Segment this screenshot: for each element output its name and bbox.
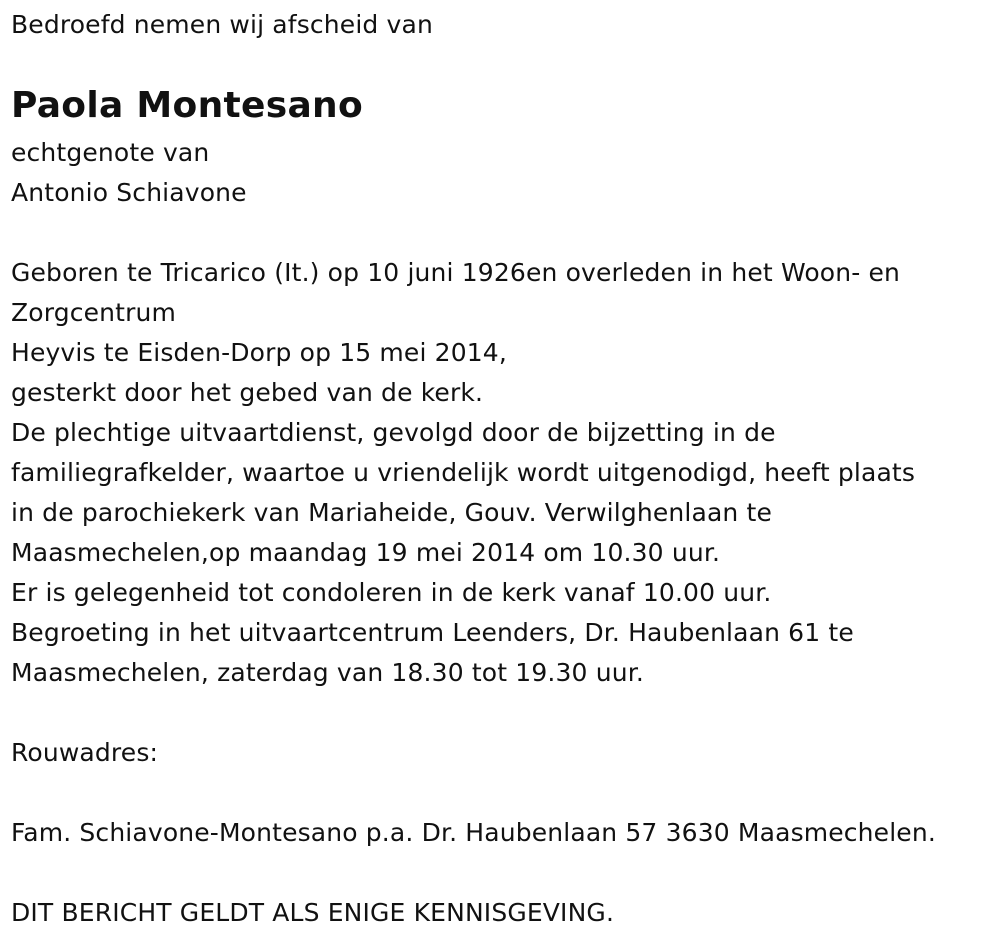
- body-line: in de parochiekerk van Mariaheide, Gouv. Verwilghenlaan te: [11, 498, 773, 527]
- body-line: De plechtige uitvaartdienst, gevolgd door de bijzetting in de: [11, 418, 776, 447]
- body-line: Maasmechelen, zaterdag van 18.30 tot 19.30 uur.: [11, 658, 644, 687]
- intro-text: Bedroefd nemen wij afscheid van: [11, 10, 433, 39]
- deceased-name: Paola Montesano: [11, 85, 364, 126]
- spouse-name: Antonio Schiavone: [11, 178, 247, 207]
- closing-statement: DIT BERICHT GELDT ALS ENIGE KENNISGEVING.: [11, 898, 615, 927]
- body-line: gesterkt door het gebed van de kerk.: [11, 378, 484, 407]
- body-line: Zorgcentrum: [11, 298, 177, 327]
- mourning-address-label: Rouwadres:: [11, 738, 159, 767]
- body-line: Er is gelegenheid tot condoleren in de kerk vanaf 10.00 uur.: [11, 578, 772, 607]
- relation-text: echtgenote van: [11, 138, 210, 167]
- body-line: Heyvis te Eisden-Dorp op 15 mei 2014,: [11, 338, 507, 367]
- body-line: Geboren te Tricarico (It.) op 10 juni 1926en overleden in het Woon- en: [11, 258, 901, 287]
- body-line: Begroeting in het uitvaartcentrum Leenders, Dr. Haubenlaan 61 te: [11, 618, 854, 647]
- body-line: familiegrafkelder, waartoe u vriendelijk wordt uitgenodigd, heeft plaats: [11, 458, 916, 487]
- body-line: Maasmechelen,op maandag 19 mei 2014 om 10.30 uur.: [11, 538, 721, 567]
- mourning-address: Fam. Schiavone-Montesano p.a. Dr. Haubenlaan 57 3630 Maasmechelen.: [11, 818, 936, 847]
